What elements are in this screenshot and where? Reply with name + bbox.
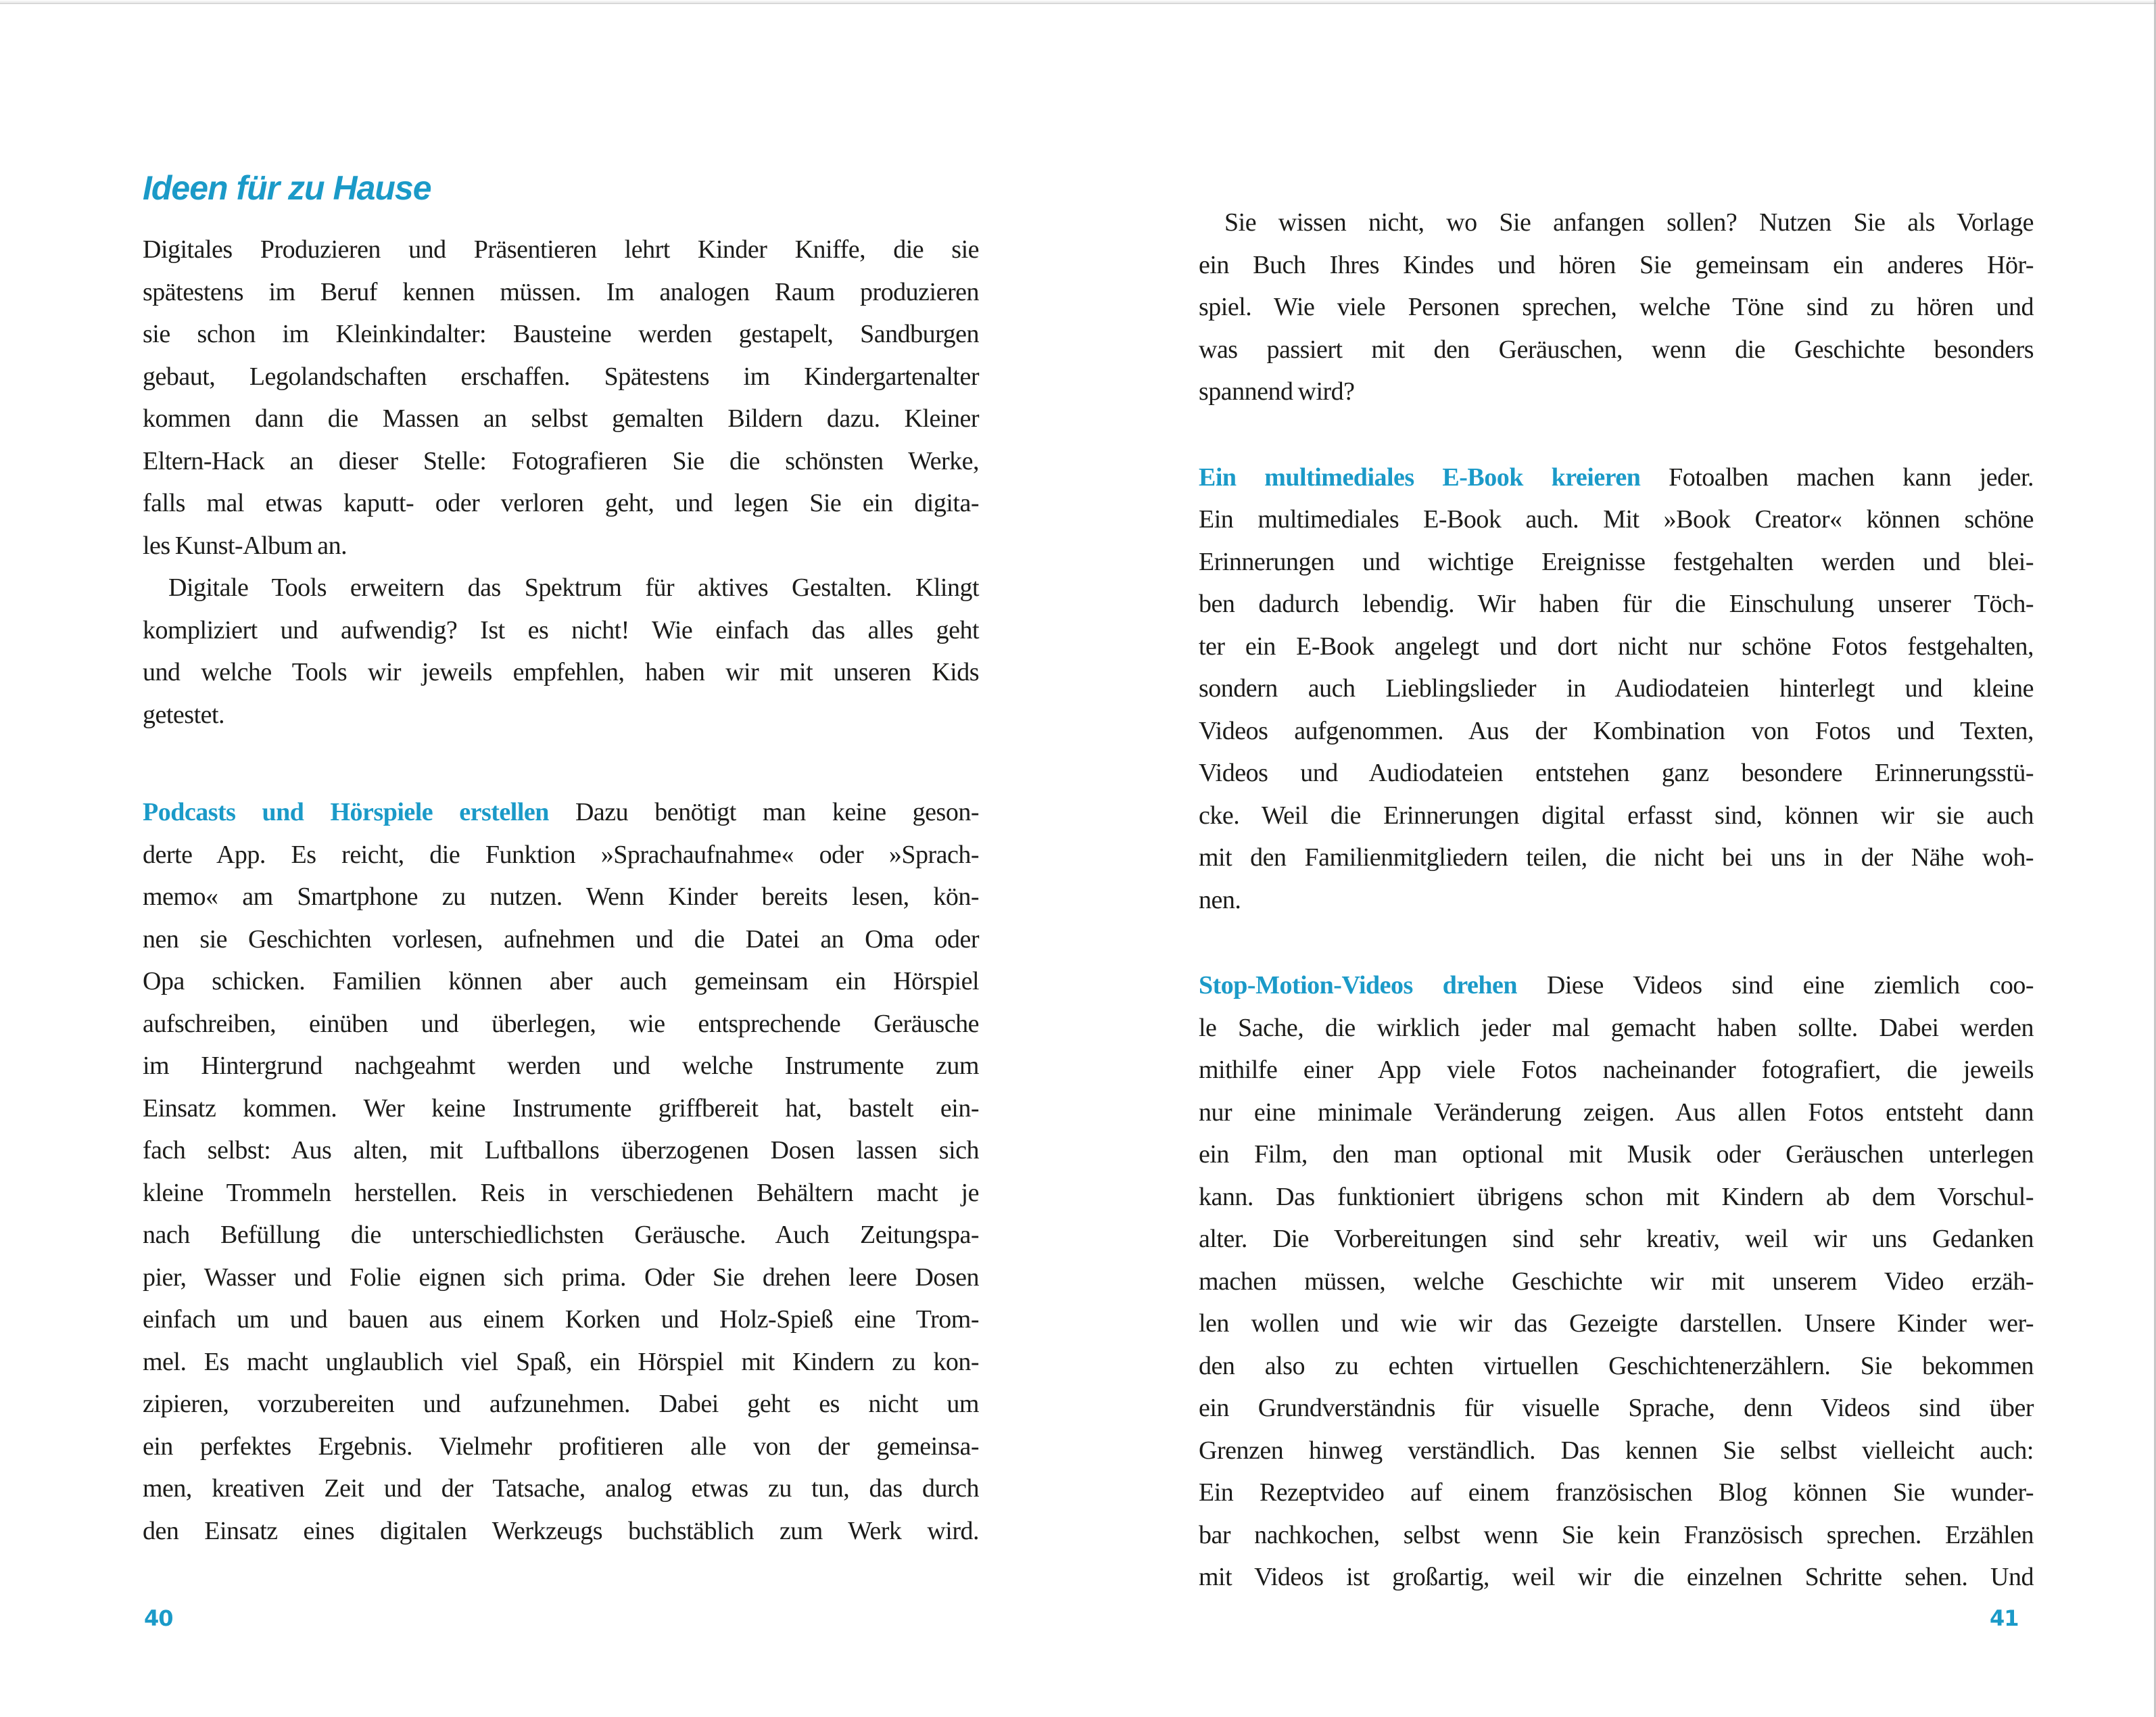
left-page-text [143,229,979,1552]
text-line: mit den Familienmitgliedern teilen, die nicht bei uns in der Nähe woh- [1199,843,2034,872]
section-lead: Ein multimediales E-Book kreieren [1199,463,1641,492]
text-line: men, kreativen Zeit und der Tatsache, analog etwas zu tun, das durch [143,1474,979,1503]
text-line: le Sache, die wirklich jeder mal gemacht haben sollte. Dabei werden [1199,1013,2034,1042]
text-line: zipieren, vorzubereiten und aufzunehmen. Dabei geht es nicht um [143,1390,979,1418]
text-line: ein Grundverständnis für visuelle Sprache, denn Videos sind über [1199,1394,2034,1422]
text-line: Einsatz kommen. Wer keine Instrumente griffbereit hat, bastelt ein- [143,1093,979,1123]
text-line: nach Befüllung die unterschiedlichsten Geräusche. Auch Zeitungspa- [143,1221,979,1249]
text-line: getestet. [143,700,225,729]
text-line: im Hintergrund nachgeahmt werden und welche Instrumente zum [143,1052,979,1080]
text-line: fach selbst: Aus alten, mit Luftballons überzogenen Dosen lassen sich [143,1136,979,1165]
page-number-right: 41 [1990,1605,2019,1631]
text-line: Erinnerungen und wichtige Ereignisse festgehalten werden und blei- [1199,547,2034,576]
scan-edge-top [0,0,2156,4]
text-line: spiel. Wie viele Personen sprechen, welche Töne sind zu hören und [1199,293,2034,321]
text-line: Sie wissen nicht, wo Sie anfangen sollen? Nutzen Sie als Vorlage [1224,208,2034,237]
paragraph [1199,202,2034,413]
paragraph [143,567,979,736]
text-line: was passiert mit den Geräuschen, wenn die Geschichte besonders [1199,335,2034,364]
text-line: spannend wird? [1199,377,1355,406]
text-line: den also zu echten virtuellen Geschichtenerzählern. Sie bekommen [1199,1351,2034,1380]
left-page [143,166,979,1552]
text-line: ter ein E-Book angelegt und dort nicht nur schöne Fotos festgehalten, [1199,632,2034,661]
text-line: ben dadurch lebendig. Wir haben für die Einschulung unserer Töch- [1199,590,2034,618]
text-line: les Kunst-Album an. [143,531,348,560]
text-line: Podcasts und Hörspiele erstellen Dazu benötigt man keine geson- [143,798,979,826]
text-line: Videos aufgenommen. Aus der Kombination von Fotos und Texten, [1199,716,2034,745]
text-line: ein perfektes Ergebnis. Vielmehr profitieren alle von der gemeinsa- [143,1432,979,1461]
text-line: falls mal etwas kaputt- oder verloren geht, und legen Sie ein digita- [143,489,979,517]
section-paragraph [1199,964,2034,1599]
text-line: len wollen und wie wir das Gezeigte darstellen. Unsere Kinder wer- [1199,1309,2034,1338]
text-line: ein Buch Ihres Kindes und hören Sie gemeinsam ein anderes Hör- [1199,250,2034,279]
text-line: nur eine minimale Veränderung zeigen. Aus allen Fotos entsteht dann [1199,1098,2034,1127]
text-line: cke. Weil die Erinnerungen digital erfasst sind, können wir sie auch [1199,801,2034,830]
text-line: ein Film, den man optional mit Musik oder Geräuschen unterlegen [1199,1140,2034,1169]
section-lead: Stop-Motion-Videos drehen [1199,971,1518,999]
text-line: mithilfe einer App viele Fotos nacheinander fotografiert, die jeweils [1199,1056,2034,1084]
text-line: Stop-Motion-Videos drehen Diese Videos sind eine ziemlich coo- [1199,971,2034,999]
text-line: nen. [1199,885,1241,914]
section-paragraph [1199,456,2034,922]
section-paragraph [143,791,979,1552]
right-page-text [1199,202,2034,1599]
text-line: kommen dann die Massen an selbst gemalten Bildern dazu. Kleiner [143,404,979,433]
text-line: mit Videos ist großartig, weil wir die einzelnen Schritte sehen. Und [1199,1563,2034,1591]
text-line: aufschreiben, einüben und überlegen, wie entsprechende Geräusche [143,1009,979,1038]
text-line: einfach um und bauen aus einem Korken und Holz-Spieß eine Trom- [143,1305,979,1334]
text-line: Eltern-Hack an dieser Stelle: Fotografieren Sie die schönsten Werke, [143,446,979,475]
text-line: nen sie Geschichten vorlesen, aufnehmen und die Datei an Oma oder [143,924,979,954]
text-line: Digitale Tools erweitern das Spektrum für aktives Gestalten. Klingt [168,573,979,602]
text-line: kann. Das funktioniert übrigens schon mit Kindern ab dem Vorschul- [1199,1182,2034,1211]
text-line: bar nachkochen, selbst wenn Sie kein Französisch sprechen. Erzählen [1199,1520,2034,1549]
text-line: kompliziert und aufwendig? Ist es nicht! Wie einfach das alles geht [143,615,979,644]
text-line: und welche Tools wir jeweils empfehlen, haben wir mit unseren Kids [143,658,979,686]
text-line: machen müssen, welche Geschichte wir mit unserem Video erzäh- [1199,1267,2034,1296]
text-line: den Einsatz eines digitalen Werkzeugs buchstäblich zum Werk wird. [143,1516,979,1545]
paragraph [143,229,979,567]
text-line: Grenzen hinweg verständlich. Das kennen Sie selbst vielleicht auch: [1199,1436,2034,1465]
section-lead: Podcasts und Hörspiele erstellen [143,798,549,826]
text-line: alter. Die Vorbereitungen sind sehr kreativ, weil wir uns Gedanken [1199,1225,2034,1253]
chapter-heading: Ideen für zu Hause [143,169,431,207]
text-line: derte App. Es reicht, die Funktion »Sprachaufnahme« oder »Sprach- [143,840,979,869]
text-line: Ein multimediales E-Book kreieren Fotoalben machen kann jeder. [1199,463,2034,492]
text-line: mel. Es macht unglaublich viel Spaß, ein Hörspiel mit Kindern zu kon- [143,1347,979,1376]
text-line: Opa schicken. Familien können aber auch gemeinsam ein Hörspiel [143,967,979,995]
text-line: Ein Rezeptvideo auf einem französischen Blog können Sie wunder- [1199,1478,2034,1507]
text-line: gebaut, Legolandschaften erschaffen. Spätestens im Kindergartenalter [143,362,979,391]
page-number-left: 40 [144,1605,173,1631]
text-line: memo« am Smartphone zu nutzen. Wenn Kinder bereits lesen, kön- [143,883,979,911]
text-line: Videos und Audiodateien entstehen ganz besondere Erinnerungsstü- [1199,759,2034,787]
right-page [1199,202,2034,1599]
text-line: Digitales Produzieren und Präsentieren lehrt Kinder Kniffe, die sie [143,235,979,264]
text-line: pier, Wasser und Folie eignen sich prima. Oder Sie drehen leere Dosen [143,1263,979,1292]
text-line: sie schon im Kleinkindalter: Bausteine werden gestapelt, Sandburgen [143,320,979,348]
text-line: kleine Trommeln herstellen. Reis in verschiedenen Behältern macht je [143,1178,979,1207]
text-line: spätestens im Beruf kennen müssen. Im analogen Raum produzieren [143,277,979,306]
text-line: Ein multimediales E-Book auch. Mit »Book Creator« können schöne [1199,505,2034,534]
text-line: sondern auch Lieblingslieder in Audiodateien hinterlegt und kleine [1199,674,2034,703]
